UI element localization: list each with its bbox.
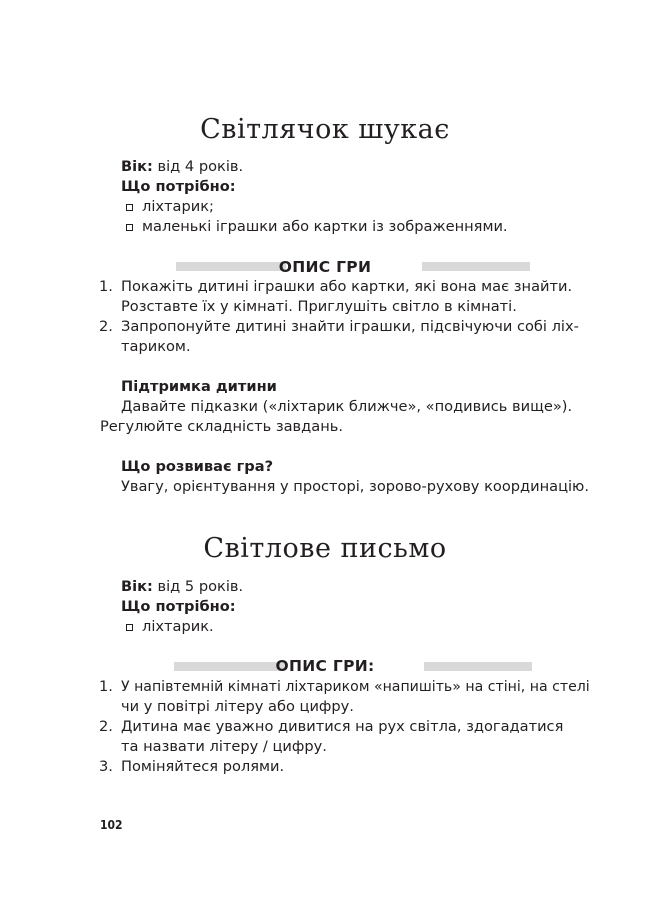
- step-number: 3.: [99, 758, 113, 775]
- game-1-age: [121, 157, 243, 177]
- support-text: Давайте підказки («ліхтарик ближче», «подивись вище»).: [121, 398, 573, 415]
- page-number: 102: [100, 818, 123, 832]
- step-number: 1.: [99, 678, 113, 695]
- bullet-icon: [126, 204, 133, 211]
- game-2-needs-label: Що потрібно:: [121, 598, 236, 615]
- heading-bar-right: [424, 662, 532, 671]
- step-text: Поміняйтеся ролями.: [121, 758, 285, 775]
- step-number: 2.: [99, 318, 113, 335]
- age-value: від 5 років.: [152, 578, 244, 595]
- step-text: Запропонуйте дитині знайти іграшки, підсвічуючи собі ліх-: [121, 318, 579, 335]
- develops-text: Увагу, орієнтування у просторі, зорово-рухову координацію.: [121, 478, 589, 495]
- step-text: чи у повітрі літеру або цифру.: [121, 698, 354, 715]
- support-text: Регулюйте складність завдань.: [100, 418, 343, 435]
- game-1-need-item: маленькі іграшки або картки із зображеннями.: [142, 218, 508, 235]
- age-label: Вік:: [121, 578, 153, 595]
- step-text: тариком.: [121, 338, 191, 355]
- step-text: Покажіть дитині іграшки або картки, які вона має знайти.: [121, 278, 573, 295]
- game-1-description-heading: ОПИС ГРИ: [278, 258, 372, 276]
- step-text: Розставте їх у кімнаті. Приглушіть світло в кімнаті.: [121, 298, 517, 315]
- bullet-icon: [126, 224, 133, 231]
- step-number: 1.: [99, 278, 113, 295]
- step-text: У напівтемній кімнаті ліхтариком «напишіть» на стіні, на стелі: [121, 678, 590, 695]
- game-1-needs-label: Що потрібно:: [121, 178, 236, 195]
- game-1-title: Світлячок шукає: [200, 114, 450, 145]
- heading-bar-right: [422, 262, 530, 271]
- develops-heading: Що розвиває гра?: [121, 458, 274, 475]
- game-2-title: Світлове письмо: [203, 533, 447, 564]
- game-1-need-item: ліхтарик;: [142, 198, 214, 215]
- support-heading: Підтримка дитини: [121, 378, 277, 395]
- age-value: від 4 років.: [152, 158, 244, 175]
- game-2-need-item: ліхтарик.: [142, 618, 214, 635]
- step-text: Дитина має уважно дивитися на рух світла, здогадатися: [121, 718, 564, 735]
- step-text: та назвати літеру / цифру.: [121, 738, 327, 755]
- bullet-icon: [126, 624, 133, 631]
- age-label: Вік:: [121, 158, 153, 175]
- game-2-age: [121, 577, 243, 597]
- step-number: 2.: [99, 718, 113, 735]
- game-2-description-heading: ОПИС ГРИ:: [275, 657, 375, 675]
